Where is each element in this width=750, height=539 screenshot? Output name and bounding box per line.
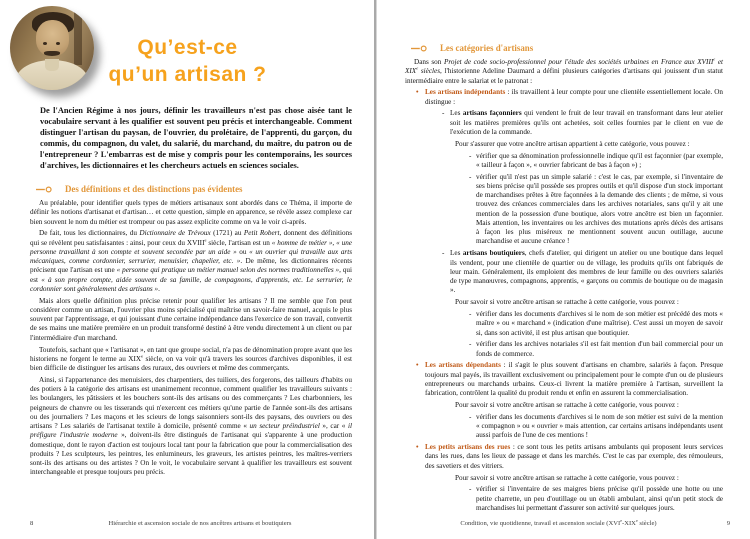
text-segment: e xyxy=(620,517,623,523)
text-segment: e xyxy=(204,237,207,243)
list-marker: - xyxy=(469,485,472,494)
text-segment: siècle, l'artisan est un xyxy=(206,238,272,247)
body-paragraph xyxy=(30,346,352,374)
list-marker: - xyxy=(469,340,472,349)
text-segment: il préfigure l'industrie moderne xyxy=(30,422,352,440)
text-segment: « une personne travaillant à son compte et souvent secondée par un aide » xyxy=(30,238,352,256)
dash-item: - vérifier qu'il n'est pas un simple salarié : c'est le cas, par exemple, si l'inventaire de ses biens précise qu'il possède ses propres outils et qu'il dispose d'un stock important de marchandises prêtes à être façonnées à la demande des clients ; de même, si vous trouvez des créances commerciales dans les archives notariales, sans qu'il y ait une mention de la possession d'une boutique, alors votre ancêtre est bien un façonnier. Mais attention, les inventaires ou les archives des mutations après décès des artisans à façon les plus miséreux ne mentionnent souvent aucun outillage, aucune marchandise et aucune créance ! xyxy=(469,172,723,246)
sub-bullet xyxy=(442,109,723,137)
text-segment: Les artisans indépendants xyxy=(425,88,506,97)
portrait-mustache xyxy=(44,51,60,56)
text-segment: Les xyxy=(450,109,463,118)
section-heading-definitions xyxy=(36,184,352,194)
left-footer xyxy=(30,520,352,527)
text-segment: « homme de métier » xyxy=(271,238,333,247)
text-segment: Petit Robert xyxy=(243,229,280,238)
list-marker: - xyxy=(469,310,472,318)
text-segment: : ils travaillent à leur compte pour une clientèle essentiellement locale. On distingue : xyxy=(425,88,723,106)
list-marker: • xyxy=(416,88,419,97)
text-segment: Les artisans dépendants xyxy=(425,361,501,370)
section-heading-text: Les catégories d'artisans xyxy=(440,43,534,53)
section-marker-icon xyxy=(36,186,52,193)
dash-item: - vérifier dans les documents d'archives si le nom de son métier est suivi de la mention « compagnon » ou « ouvrier » mais attention, car certains artisans indépendants usent aussi parfois de l'une de ces mentions ! xyxy=(469,412,723,440)
text-segment: e xyxy=(635,517,638,523)
dash-item: - vérifier si l'inventaire de ses maigres biens précise qu'il possède une hotte ou une petite charrette, un peu d'outillage ou un établi ambulant, ainsi qu'un petit stock de marchandises lui permettant d'assurer son activité sur quelques jours. xyxy=(469,485,723,512)
section-heading-text: Des définitions et des distinctions pas évidentes xyxy=(65,184,243,194)
text-segment: , chefs d'atelier, qui dirigent un atelier ou une boutique dans lequel ils vendent, pour une clientèle de quartier ou de village, les produits qu'ils ont fabriqués de leur main. Généralement, ils emploient des membres de leur famille ou des ouvriers salariés de type manœuvres, compagnons, apprentis, « garçons ou commis de boutique ou de magasin ». xyxy=(450,249,723,295)
text-segment: , l'historienne Adeline Daumard a défini plusieurs catégories d'artisans qui jouissent d'un statut intermédiaire entre le salariat et le patronat : xyxy=(405,67,723,85)
running-footer-title xyxy=(405,517,712,527)
text-segment: artisans façonniers xyxy=(462,109,522,118)
text-segment: Les petits artisans des rues xyxy=(425,443,511,452)
text-segment: « à son propre compte, aidée souvent de sa famille, de compagnons, d'apprentis, etc. Le serrurier, le cordonnier sont généralement des artisans » xyxy=(30,275,352,293)
body-paragraph: Au préalable, pour identifier quels types de métiers artisanaux sont abordés dans ce Théma, il importe de définir les notions d'artisanat et d'artisan… et cette question, simple en apparence, se révèle assez complexe car bien souvent le nom du métier est trompeur ou pas assez explicite comme on va le voir ci-après. xyxy=(30,199,352,226)
text-segment: Condition, vie quotidienne, travail et ascension sociale (XVI xyxy=(460,520,621,527)
body-paragraph xyxy=(405,58,723,86)
vintage-portrait-photo xyxy=(10,6,94,90)
list-marker: - xyxy=(442,109,445,118)
text-segment: Projet de code socio-professionnel pour l'étude des sociétés urbaines en France aux XVIII xyxy=(443,58,714,66)
check-instruction: Pour savoir si votre ancêtre artisan se rattache à cette catégorie, vous pouvez : xyxy=(455,298,679,307)
text-segment: et XIX xyxy=(405,58,724,76)
text-segment: siècles xyxy=(418,67,441,76)
text-segment: artisans boutiquiers xyxy=(462,249,525,258)
text-segment: « un ouvrier qui travaille aux arts mécaniques, comme cordonnier, serrurier, menuisier, chapelier, etc. » xyxy=(30,247,353,266)
text-segment: siècle, on va voir qu'à travers les sources d'archives disponibles, il est bien difficile de distinguer les artisans des ruraux, des ouvriers et même des commerçants. xyxy=(30,354,353,373)
text-segment: qui vendent le fruit de leur travail en transformant dans leur atelier soit les matières premières qu'ils ont achetées, soit celles fournies par le client en vue de l'exécution de la commande. xyxy=(450,109,723,136)
text-segment: De fait, tous les dictionnaires, du xyxy=(39,229,140,238)
text-segment: : ce sont tous les petits artisans ambulants qui proposent leurs services dans les rues, dans les lieux de passage et dans les marchés. C'est le cas par exemple, des rémouleurs, des savetiers et des vitriers. xyxy=(425,443,723,470)
text-segment: Toutefois, sachant que « l'artisanat », en tant que groupe social, n'a pas de dénomination propre avant que les historiens ne forgent le terme au XIX xyxy=(30,345,352,363)
text-segment: », doivent-ils être distingués de l'artisanat qui s'apparente à une production domestique, dont le rayon d'action est toujours local tant pour la fabrication que pour la commercialisation des produits ? Les sculpteurs, les peintres, les enlumineurs, les graveurs, les artistes peintres, les maîtres-verriers sont-ils des artisans ou des artistes ? On le voit, le vocabulaire servant à qualifier les travailleurs est souvent interchangeable et presque toujours peu précis. xyxy=(30,431,352,477)
text-segment: Ainsi, si l'appartenance des menuisiers, des charpentiers, des tuiliers, des forgerons, des tailleurs d'habits ou des potiers à la catégorie des artisans est unanimement reconnue, comment qualifier les travailleurs suivants : les boulangers, les pâtissiers et les bouchers sont-ils des artisans ou des commerçants ? Les charbonniers, les peigneurs de chanvre ou les tisserands qui n'exercent ces métiers qu'une partie de l'année sont-ils des artisans ou des journaliers ? Les maçons et les scieurs de longs saisonniers sont-ils des paysans, des ouvriers ou des artisans ? Les salariés de l'artisanat textile à domicile, présenté comme « xyxy=(30,375,352,431)
list-marker: • xyxy=(416,361,419,370)
category-bullet xyxy=(416,443,723,471)
sub-bullet xyxy=(442,249,723,295)
list-marker: - xyxy=(469,412,472,421)
page-number: 9 xyxy=(726,520,730,527)
section-heading-categories xyxy=(411,0,723,53)
text-segment: un secteur préindustriel xyxy=(249,422,320,431)
check-instruction: Pour savoir si votre ancêtre artisan se rattache à cette catégorie, vous pouvez : xyxy=(455,473,679,482)
text-segment: , donnent des définitions qui se révèlent peu satisfaisantes : ainsi, pour ceux du XVIII xyxy=(30,229,353,247)
text-segment: « personne qui pratique un métier manuel selon des normes traditionnelles » xyxy=(116,266,340,275)
text-segment: ou xyxy=(236,247,250,256)
photo-background xyxy=(74,6,82,65)
text-segment: , xyxy=(332,238,337,247)
text-segment: », car « xyxy=(319,422,348,431)
check-instruction: Pour s'assurer que votre ancêtre artisan appartient à cette catégorie, vous pouvez : xyxy=(455,139,690,148)
page-right xyxy=(375,0,750,539)
text-segment: : il s'agit le plus souvent d'artisans en chambre, salariés à façon. Presque toujours mal payés, ils travaillent exclusivement ou principalement pour le compte d'un ou de plusieurs entrepreneurs ou marchands urbains. Ceux-ci livrent la matière première à l'artisan, surveillent la fabrication, contrôlent la qualité du produit rendu et enfin en assurent la commercialisation. xyxy=(425,361,724,398)
check-instruction: Pour savoir si votre ancêtre artisan se rattache à cette catégorie, vous pouvez : xyxy=(455,401,679,410)
page-number: 8 xyxy=(30,520,34,527)
text-segment: e xyxy=(141,353,144,359)
text-segment: siècle) xyxy=(637,520,657,527)
list-marker: • xyxy=(416,443,419,452)
list-marker: - xyxy=(469,151,472,160)
list-marker: - xyxy=(442,249,445,258)
list-marker: - xyxy=(469,172,472,181)
dash-item: - vérifier que sa dénomination professionnelle indique qu'il est façonnier (par exemple, « tailleur à façon », « ouvrier fabricant de bas à façon ») ; xyxy=(469,151,723,169)
text-segment: , qui est xyxy=(30,266,352,284)
dash-item: - vérifier dans les archives notariales s'il est fait mention d'un bail commercial pour un fonds de commerce. xyxy=(469,340,723,358)
text-segment: -XIX xyxy=(622,520,636,527)
text-segment: Dans son xyxy=(414,58,444,66)
category-bullet xyxy=(416,88,723,107)
text-segment: e xyxy=(416,65,419,71)
portrait-eye xyxy=(43,42,47,45)
portrait-collar xyxy=(45,59,58,71)
running-footer-title: Hiérarchie et ascension sociale de nos ancêtres artisans et boutiquiers xyxy=(108,520,292,527)
chapter-title-line2: qu’un artisan ? xyxy=(108,63,267,86)
text-segment: e xyxy=(713,56,716,62)
body-paragraph xyxy=(30,229,352,294)
text-segment: (1721) au xyxy=(210,229,244,238)
dash-item: - vérifier dans les documents d'archives si le nom de son métier est précédé des mots « maître » ou « marchand » (indication d'une maîtrise). C'est aussi un moyen de savoir si, dans son activité, il est plus artisan que boutiquier. xyxy=(469,310,723,337)
body-paragraph xyxy=(30,376,352,478)
body-paragraph: Mais alors quelle définition plus précise retenir pour qualifier les artisans ? Il me semble que l'on peut considérer comme un artisan, l'ouvrier plus moins spécialisé qui maîtrise un savoir-faire manuel, acquis le plus souvent par l'apprentissage, et qui jouissant d'une certaine indépendance dans l'exercice de son travail, convertit de ses mains une matière première en un produit transformé destiné à être vendu directement à un client ou par l'intermédiaire d'un marchand. xyxy=(30,296,352,342)
right-body-text xyxy=(405,58,723,513)
text-segment: Dictionnaire de Trévoux xyxy=(139,229,211,238)
text-segment: Les xyxy=(450,249,463,258)
category-bullet xyxy=(416,361,723,398)
text-segment: . xyxy=(158,284,160,293)
left-body-text xyxy=(30,199,352,478)
section-marker-icon xyxy=(411,45,427,52)
text-segment: . De même, les dictionnaires récents précisent que l'artisan est une xyxy=(30,257,353,275)
chapter-title-line1: Qu’est-ce xyxy=(137,36,238,59)
chapter-intro: De l'Ancien Régime à nos jours, définir les travailleurs n'est pas chose aisée tant le vocabulaire servant à les qualifier est souvent peu précis et interchangeable. Comment distinguer l'artisan du paysan, de l'ouvrier, du prolétaire, de l'apprenti, du garçon, du commis, du compagnon, du valet, du salarié, du marchand, du maître, du patron ou de l'entrepreneur ? L'embarras est de mise y compris pour les contemporains, les sources d'archives, les dictionnaires et les chercheurs actuels en sciences sociales. xyxy=(40,106,352,170)
right-footer xyxy=(405,517,730,527)
